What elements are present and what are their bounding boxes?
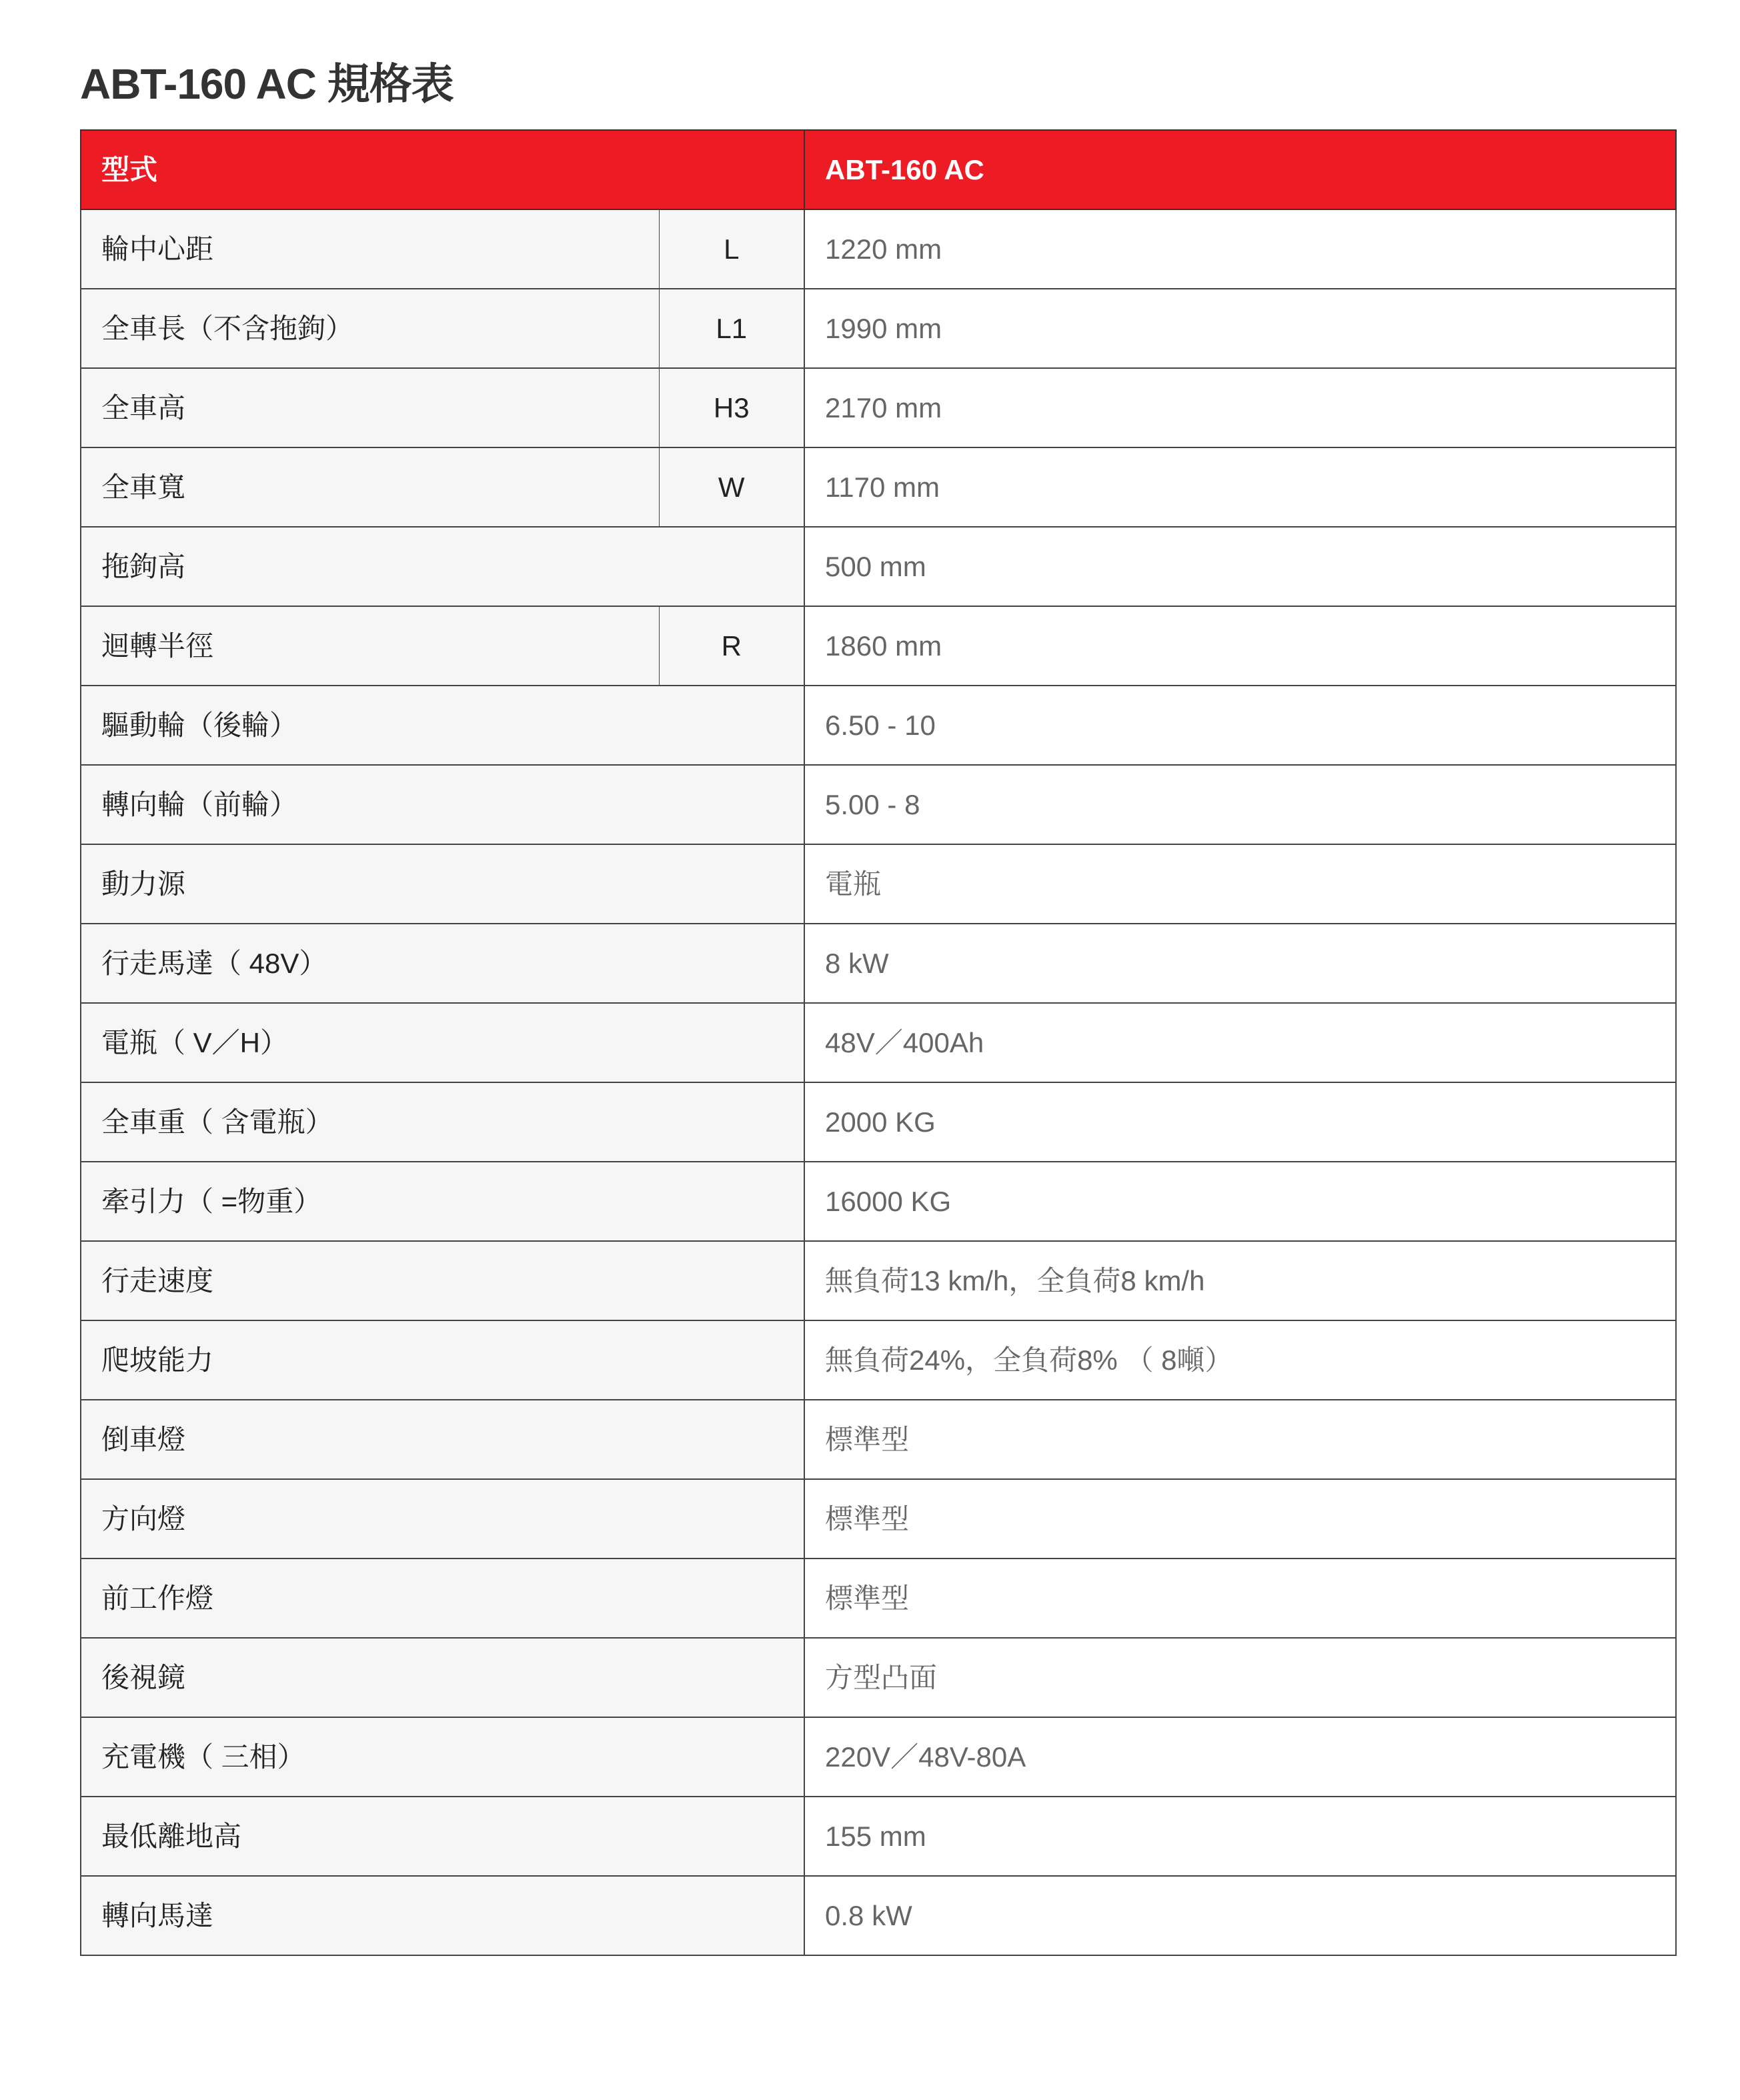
- row-value: 220V／48V-80A: [804, 1717, 1676, 1797]
- row-value: 5.00 - 8: [804, 765, 1676, 844]
- row-label: 迴轉半徑: [81, 606, 659, 686]
- row-code: L: [659, 209, 804, 289]
- table-row: [81, 527, 1676, 606]
- row-value: 1170 mm: [804, 447, 1676, 527]
- row-code: R: [659, 606, 804, 686]
- table-row: [81, 1638, 1676, 1717]
- table-row: [81, 368, 1676, 447]
- page-title: ABT-160 AC 規格表: [80, 60, 454, 108]
- row-label: 後視鏡: [81, 1638, 804, 1717]
- row-value: 無負荷24%，全負荷8% （ 8噸）: [804, 1320, 1676, 1400]
- row-value: 方型凸面: [804, 1638, 1676, 1717]
- spec-table: [80, 129, 1677, 1956]
- row-label: 輪中心距: [81, 209, 659, 289]
- row-label: 全車長（不含拖鉤）: [81, 289, 659, 368]
- row-label: 最低離地高: [81, 1797, 804, 1876]
- table-row: [81, 1082, 1676, 1162]
- row-label: 全車重（ 含電瓶）: [81, 1082, 804, 1162]
- row-value: 1220 mm: [804, 209, 1676, 289]
- table-row: [81, 765, 1676, 844]
- row-label: 全車寬: [81, 447, 659, 527]
- row-label: 電瓶（ V／H）: [81, 1003, 804, 1082]
- table-row: [81, 844, 1676, 924]
- table-row: [81, 606, 1676, 686]
- row-value: 8 kW: [804, 924, 1676, 1003]
- header-model: ABT-160 AC: [804, 130, 1676, 209]
- table-row: [81, 209, 1676, 289]
- row-value: 6.50 - 10: [804, 686, 1676, 765]
- table-header-row: [81, 130, 1676, 209]
- row-label: 方向燈: [81, 1479, 804, 1558]
- table-row: [81, 1162, 1676, 1241]
- row-value: 2170 mm: [804, 368, 1676, 447]
- row-value: 16000 KG: [804, 1162, 1676, 1241]
- row-label: 驅動輪（後輪）: [81, 686, 804, 765]
- table-row: [81, 1241, 1676, 1320]
- table-row: [81, 686, 1676, 765]
- row-value: 1990 mm: [804, 289, 1676, 368]
- row-code: H3: [659, 368, 804, 447]
- table-row: [81, 1479, 1676, 1558]
- row-value: 標準型: [804, 1479, 1676, 1558]
- table-row: [81, 1320, 1676, 1400]
- row-label: 轉向馬達: [81, 1876, 804, 1955]
- table-row: [81, 447, 1676, 527]
- table-row: [81, 1797, 1676, 1876]
- row-label: 動力源: [81, 844, 804, 924]
- header-label: 型式: [81, 130, 804, 209]
- row-label: 爬坡能力: [81, 1320, 804, 1400]
- row-value: 標準型: [804, 1558, 1676, 1638]
- row-value: 500 mm: [804, 527, 1676, 606]
- row-label: 行走速度: [81, 1241, 804, 1320]
- row-value: 電瓶: [804, 844, 1676, 924]
- table-row: [81, 1876, 1676, 1955]
- row-label: 倒車燈: [81, 1400, 804, 1479]
- table-row: [81, 924, 1676, 1003]
- table-row: [81, 1558, 1676, 1638]
- row-value: 155 mm: [804, 1797, 1676, 1876]
- row-label: 牽引力（ =物重）: [81, 1162, 804, 1241]
- row-label: 行走馬達（ 48V）: [81, 924, 804, 1003]
- table-row: [81, 1717, 1676, 1797]
- table-row: [81, 289, 1676, 368]
- row-value: 2000 KG: [804, 1082, 1676, 1162]
- row-label: 充電機（ 三相）: [81, 1717, 804, 1797]
- row-value: 無負荷13 km/h，全負荷8 km/h: [804, 1241, 1676, 1320]
- table-row: [81, 1400, 1676, 1479]
- table-row: [81, 1003, 1676, 1082]
- row-label: 轉向輪（前輪）: [81, 765, 804, 844]
- row-label: 全車高: [81, 368, 659, 447]
- row-value: 標準型: [804, 1400, 1676, 1479]
- row-code: L1: [659, 289, 804, 368]
- row-label: 前工作燈: [81, 1558, 804, 1638]
- row-value: 48V／400Ah: [804, 1003, 1676, 1082]
- row-code: W: [659, 447, 804, 527]
- row-value: 1860 mm: [804, 606, 1676, 686]
- row-value: 0.8 kW: [804, 1876, 1676, 1955]
- row-label: 拖鉤高: [81, 527, 804, 606]
